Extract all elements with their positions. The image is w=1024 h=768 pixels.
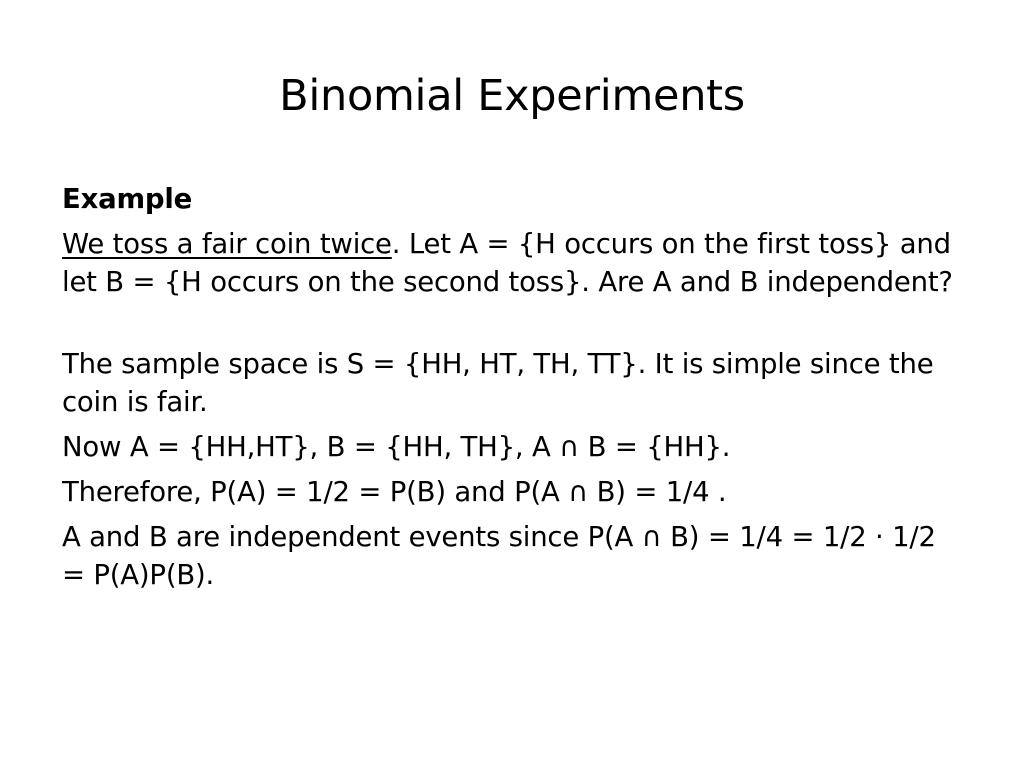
sample-space-paragraph: The sample space is S = {HH, HT, TH, TT}. It is simple since the coin is fair. xyxy=(62,348,934,418)
events-paragraph: Now A = {HH,HT}, B = {HH, TH}, A ∩ B = {HH}. xyxy=(62,431,731,463)
slide-body xyxy=(62,180,967,594)
problem-rest-text: . Let A = {H occurs on the first toss} and let B = {H occurs on the second toss}. Are A and B independent? xyxy=(62,228,953,298)
slide-title: Binomial Experiments xyxy=(279,71,745,121)
probabilities-paragraph: Therefore, P(A) = 1/2 = P(B) and P(A ∩ B) = 1/4 . xyxy=(62,476,727,508)
conclusion-paragraph: A and B are independent events since P(A ∩ B) = 1/4 = 1/2 · 1/2 = P(A)P(B). xyxy=(62,521,936,591)
problem-underlined-text: We toss a fair coin twice xyxy=(62,228,392,260)
problem-statement xyxy=(62,225,967,301)
example-heading: Example xyxy=(62,183,193,215)
